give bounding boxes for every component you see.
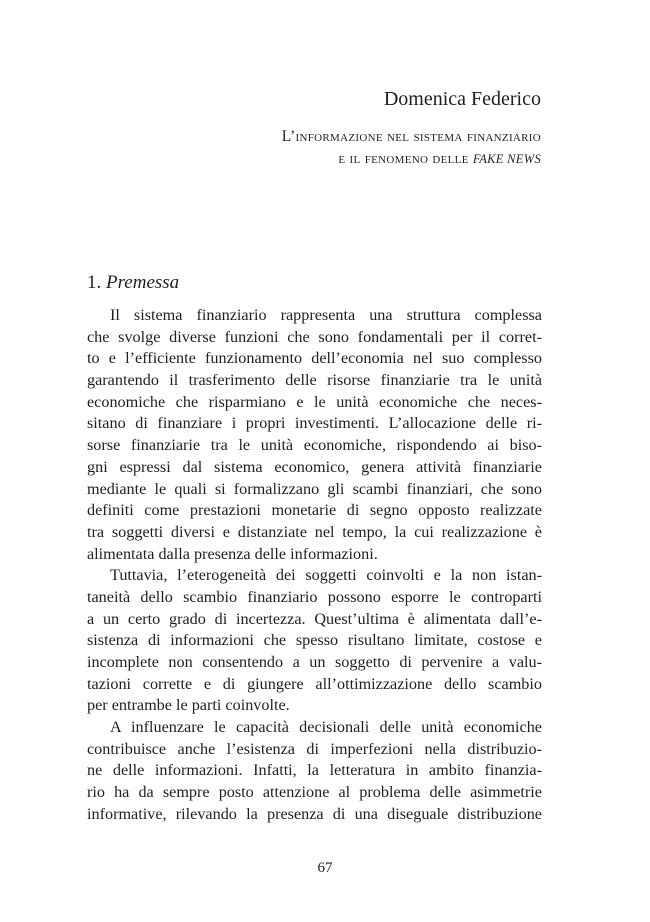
text-line: che svolge diverse funzioni che sono fondamentali per il corret-: [87, 327, 542, 346]
text-line: to e l’efficiente funzionamento dell’economia nel suo complesso: [87, 349, 542, 368]
text-line: informative, rilevando la presenza di una diseguale distribuzione: [87, 804, 542, 823]
text-line: rio ha da sempre posto attenzione al problema delle asimmetrie: [87, 783, 542, 802]
text-line: tazioni corrette e di giungere all’ottimizzazione dello scambio: [87, 674, 542, 693]
chapter-title-line-1: L’informazione nel sistema finanziario: [281, 128, 541, 145]
text-line: A influenzare le capacità decisionali delle unità economiche: [110, 718, 542, 737]
chapter-title-line-2: [101, 148, 541, 170]
text-line: gni espressi dal sistema economico, genera attività finanziarie: [87, 457, 542, 476]
text-line: ne delle informazioni. Infatti, la letteratura in ambito finanzia-: [87, 761, 542, 780]
body-text: [87, 305, 542, 826]
chapter-title-fake-news: FAKE NEWS: [472, 152, 541, 166]
paragraph-3: [87, 717, 542, 825]
text-line: alimentata dalla presenza delle informazioni.: [87, 544, 378, 563]
text-line: definiti come prestazioni monetarie di segno opposto realizzate: [87, 501, 542, 520]
text-line: sitano di finanziare i propri investimenti. L’allocazione delle ri-: [87, 414, 542, 433]
author-name: Domenica Federico: [383, 88, 541, 110]
text-line: taneità dello scambio finanziario possono esporre le controparti: [87, 587, 542, 606]
text-line: sistenza di informazioni che spesso risultano limitate, costose e: [87, 631, 542, 650]
text-line: Il sistema finanziario rappresenta una struttura complessa: [110, 306, 542, 324]
text-line: tra soggetti diversi e distanziate nel tempo, la cui realizzazione è: [87, 522, 542, 541]
text-line: Tuttavia, l’eterogeneità dei soggetti coinvolti e la non istan-: [110, 566, 542, 585]
section-title: Premessa: [106, 272, 180, 293]
chapter-title-line-2-prefix: e il fenomeno delle: [338, 150, 473, 167]
text-line: contribuisce anche l’esistenza di imperfezioni nella distribuzio-: [87, 739, 542, 758]
text-line: economiche che risparmiano e le unità economiche che neces-: [87, 392, 542, 411]
text-line: a un certo grado di incertezza. Quest’ultima è alimentata dall’e-: [87, 609, 542, 628]
section-number: 1.: [87, 272, 102, 293]
text-line: per entrambe le parti coinvolte.: [87, 696, 290, 715]
text-line: incomplete non consentendo a un soggetto di pervenire a valu-: [87, 653, 542, 671]
text-line: sorse finanziarie tra le unità economiche, rispondendo ai biso-: [87, 436, 542, 455]
section-heading: [87, 270, 179, 296]
text-line: garantendo il trasferimento delle risorse finanziarie tra le unità: [87, 371, 542, 390]
chapter-title: [101, 126, 541, 170]
text-line: mediante le quali si formalizzano gli scambi finanziari, che sono: [87, 479, 542, 498]
page-number: 67: [317, 860, 333, 876]
paragraph-1: [87, 305, 542, 565]
paragraph-2: [87, 565, 542, 717]
